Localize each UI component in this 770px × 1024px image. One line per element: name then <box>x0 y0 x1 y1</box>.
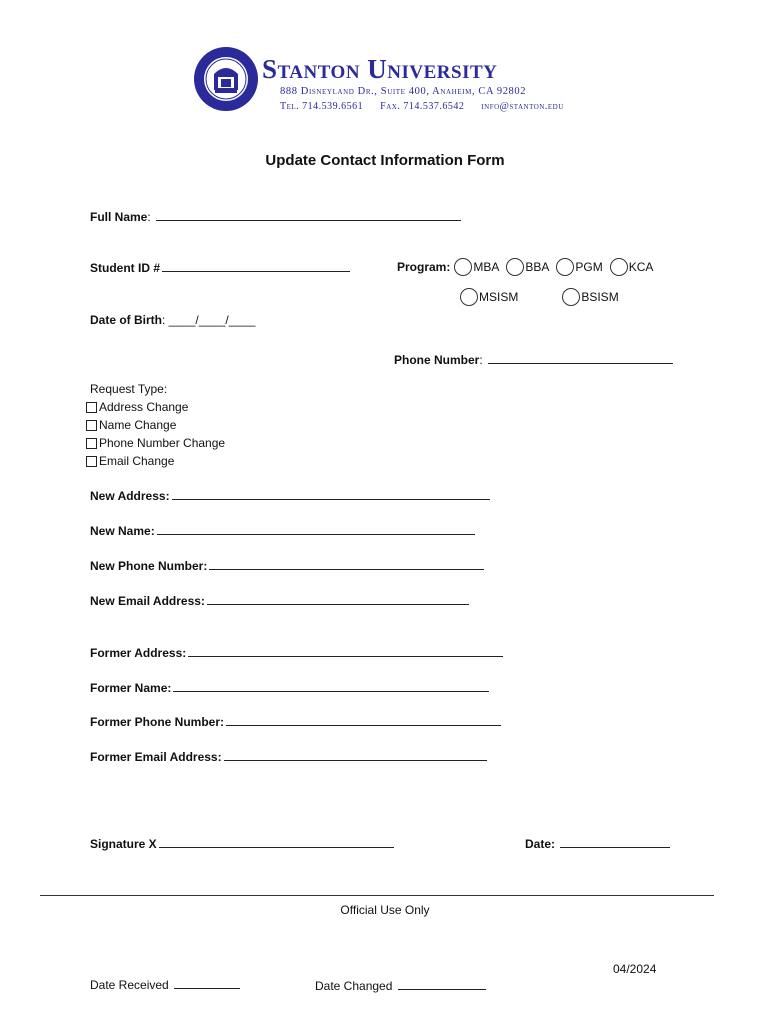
fax: Fax. 714.537.6542 <box>380 101 465 112</box>
new-name-row <box>90 523 475 538</box>
phone-field[interactable] <box>488 352 673 364</box>
former-email-field[interactable] <box>224 749 487 761</box>
program-option-mba[interactable]: MBA <box>450 258 499 276</box>
program-row-2 <box>456 288 622 306</box>
date-row <box>525 836 670 851</box>
checkbox[interactable] <box>86 438 97 449</box>
program-row: Program : MBA BBA PGM KCA <box>397 260 654 274</box>
former-email-label: Former Email Address: <box>90 750 222 764</box>
date-changed-row <box>315 978 486 993</box>
dob-label: Date of Birth <box>90 313 162 327</box>
new-address-label: New Address: <box>90 489 170 503</box>
date-field[interactable] <box>560 836 670 848</box>
phone-label: Phone Number <box>394 353 480 367</box>
request-email-change[interactable]: Email Change <box>86 452 225 470</box>
new-email-field[interactable] <box>207 593 469 605</box>
dob-field[interactable]: ____/____/____ <box>168 313 256 327</box>
new-name-label: New Name: <box>90 524 155 538</box>
signature-field[interactable] <box>159 836 394 848</box>
student-id-field[interactable] <box>162 260 350 272</box>
new-email-row <box>90 593 469 608</box>
date-changed-field[interactable] <box>398 978 486 990</box>
student-id-row <box>90 260 350 275</box>
radio-mba[interactable] <box>454 258 472 276</box>
checkbox[interactable] <box>86 402 97 413</box>
radio-msism[interactable] <box>460 288 478 306</box>
radio-bba[interactable] <box>506 258 524 276</box>
checkbox[interactable] <box>86 420 97 431</box>
date-received-row <box>90 977 240 992</box>
dob-row: Date of Birth: ____/____/____ <box>90 313 256 327</box>
new-address-row <box>90 488 490 503</box>
request-type-label: Request Type: <box>90 382 168 396</box>
former-address-row <box>90 645 503 660</box>
new-address-field[interactable] <box>172 488 490 500</box>
signature-row <box>90 836 394 851</box>
phone-row: Phone Number: <box>394 352 673 367</box>
request-address-change[interactable]: Address Change <box>86 398 225 416</box>
new-phone-label: New Phone Number: <box>90 559 208 573</box>
date-received-field[interactable] <box>174 977 240 989</box>
university-name: Stanton University <box>262 54 498 84</box>
request-name-change[interactable]: Name Change <box>86 416 225 434</box>
former-address-field[interactable] <box>188 645 503 657</box>
new-name-field[interactable] <box>157 523 475 535</box>
radio-bsism[interactable] <box>562 288 580 306</box>
date-changed-label: Date Changed <box>315 979 393 993</box>
new-phone-field[interactable] <box>209 558 484 570</box>
former-address-label: Former Address: <box>90 646 187 660</box>
radio-pgm[interactable] <box>556 258 574 276</box>
new-email-label: New Email Address: <box>90 594 205 608</box>
checkbox[interactable] <box>86 456 97 467</box>
radio-kca[interactable] <box>610 258 628 276</box>
request-phone-change[interactable]: Phone Number Change <box>86 434 225 452</box>
official-use-label: Official Use Only <box>340 903 430 917</box>
email-address: info@stanton.edu <box>481 101 564 112</box>
program-option-pgm[interactable]: PGM <box>552 258 602 276</box>
request-type-list <box>86 398 225 470</box>
full-name-row: Full Name: <box>90 209 461 224</box>
former-email-row <box>90 749 487 764</box>
former-phone-label: Former Phone Number: <box>90 715 225 729</box>
full-name-field[interactable] <box>156 209 461 221</box>
new-phone-row <box>90 558 484 573</box>
university-seal-logo <box>193 46 259 112</box>
date-label: Date: <box>525 837 556 851</box>
former-phone-row <box>90 714 501 729</box>
former-name-field[interactable] <box>173 680 489 692</box>
former-phone-field[interactable] <box>226 714 501 726</box>
program-option-bba[interactable]: BBA <box>502 258 549 276</box>
program-label: Program <box>397 260 447 274</box>
form-version: 04/2024 <box>613 962 657 976</box>
student-id-label: Student ID # <box>90 261 161 275</box>
full-name-label: Full Name <box>90 210 148 224</box>
official-use-divider <box>40 895 714 896</box>
program-option-kca[interactable]: KCA <box>606 258 654 276</box>
telephone: Tel. 714.539.6561 <box>280 101 364 112</box>
former-name-row <box>90 680 489 695</box>
date-received-label: Date Received <box>90 978 169 992</box>
signature-label: Signature X <box>90 837 157 851</box>
page-title: Update Contact Information Form <box>265 152 505 169</box>
former-name-label: Former Name: <box>90 681 172 695</box>
program-option-bsism[interactable]: BSISM <box>558 288 618 306</box>
university-contact <box>280 101 578 112</box>
university-address: 888 Disneyland Dr., Suite 400, Anaheim, CA 92802 <box>280 86 527 97</box>
program-option-msism[interactable]: MSISM <box>456 288 518 306</box>
